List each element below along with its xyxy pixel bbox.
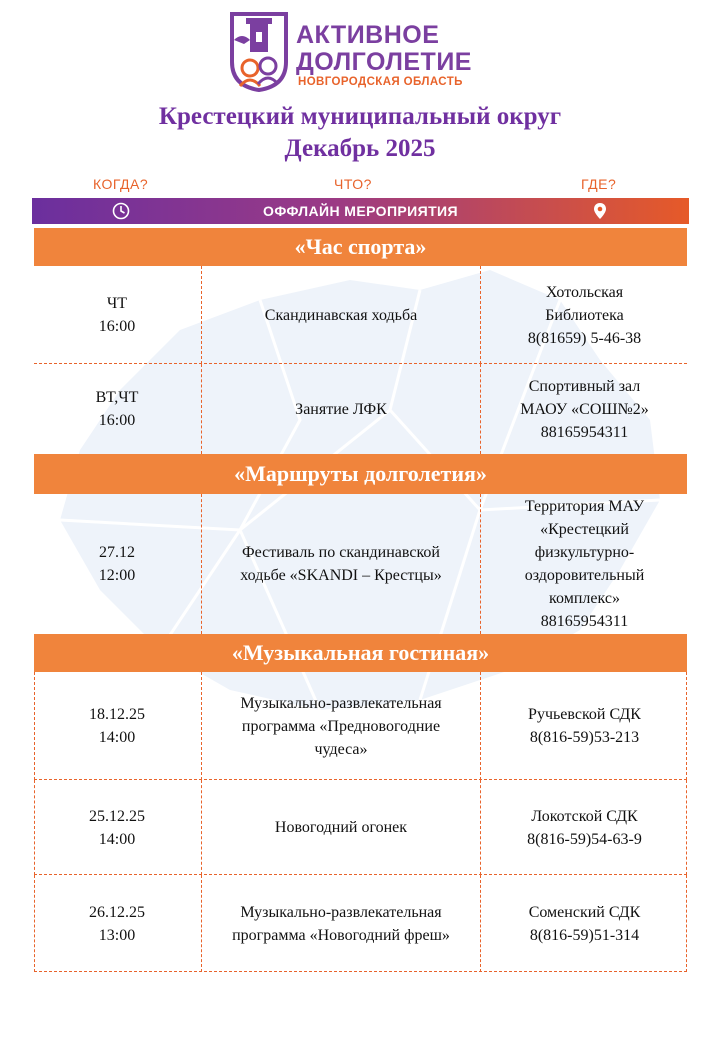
- column-header-what: ЧТО?: [334, 176, 372, 192]
- event-where: Хотольская Библиотека 8(81659) 5-46-38: [527, 283, 642, 347]
- event-what: Музыкально-развлекательная программа «Предновогодние чудеса»: [240, 694, 442, 758]
- event-where: Соменский СДК 8(816-59)51-314: [528, 903, 641, 944]
- logo-text-line1: АКТИВНОЕ: [296, 21, 440, 49]
- event-what: Скандинавская ходьба: [264, 306, 418, 324]
- logo-text-line3: НОВГОРОДСКАЯ ОБЛАСТЬ: [298, 76, 463, 88]
- event-what: Фестиваль по скандинавской ходьбе «SKANDI – Крестцы»: [240, 544, 442, 584]
- table-row: [34, 875, 687, 972]
- table-row: [34, 494, 687, 634]
- event-where: Спортивный зал МАОУ «СОШ№2» 88165954311: [520, 377, 649, 441]
- offline-events-bar: [32, 198, 689, 224]
- table-row: [34, 266, 687, 364]
- logo-emblem-icon: [228, 10, 290, 92]
- table-row: [34, 364, 687, 454]
- column-header-when: КОГДА?: [93, 176, 149, 192]
- event-what: Музыкально-развлекательная программа «Новогодний фреш»: [232, 903, 450, 944]
- event-when: ЧТ 16:00: [98, 295, 136, 335]
- location-pin-icon: [592, 202, 608, 220]
- event-when: 25.12.25 14:00: [89, 807, 145, 848]
- section-header-longevity-routes: «Маршруты долголетия»: [34, 454, 687, 494]
- table-row: [34, 672, 687, 780]
- event-when: 26.12.25 13:00: [89, 903, 145, 944]
- event-where: Территория МАУ «Крестецкий физкультурно- оздоровительный комплекс» 88165954311: [524, 498, 645, 630]
- event-when: 18.12.25 14:00: [89, 706, 145, 746]
- column-header-where: ГДЕ?: [581, 176, 617, 192]
- event-what: Новогодний огонек: [274, 819, 408, 836]
- section-header-music-lounge: «Музыкальная гостиная»: [34, 634, 687, 672]
- page-title: Крестецкий муниципальный округ: [158, 103, 562, 130]
- table-row: [34, 780, 687, 875]
- logo-text-line2: ДОЛГОЛЕТИЕ: [296, 48, 472, 76]
- event-where: Локотской СДК 8(816-59)54-63-9: [527, 807, 642, 848]
- event-what: Занятие ЛФК: [295, 400, 387, 418]
- section-header-sport-hour: «Час спорта»: [34, 228, 687, 266]
- logo: [228, 10, 498, 92]
- event-where: Ручьевской СДК 8(816-59)53-213: [528, 706, 641, 746]
- offline-events-label: ОФФЛАЙН МЕРОПРИЯТИЯ: [263, 203, 458, 219]
- event-when: ВТ,ЧТ 16:00: [95, 389, 139, 429]
- event-when: 27.12 12:00: [98, 544, 136, 584]
- page-subtitle: Декабрь 2025: [284, 135, 436, 162]
